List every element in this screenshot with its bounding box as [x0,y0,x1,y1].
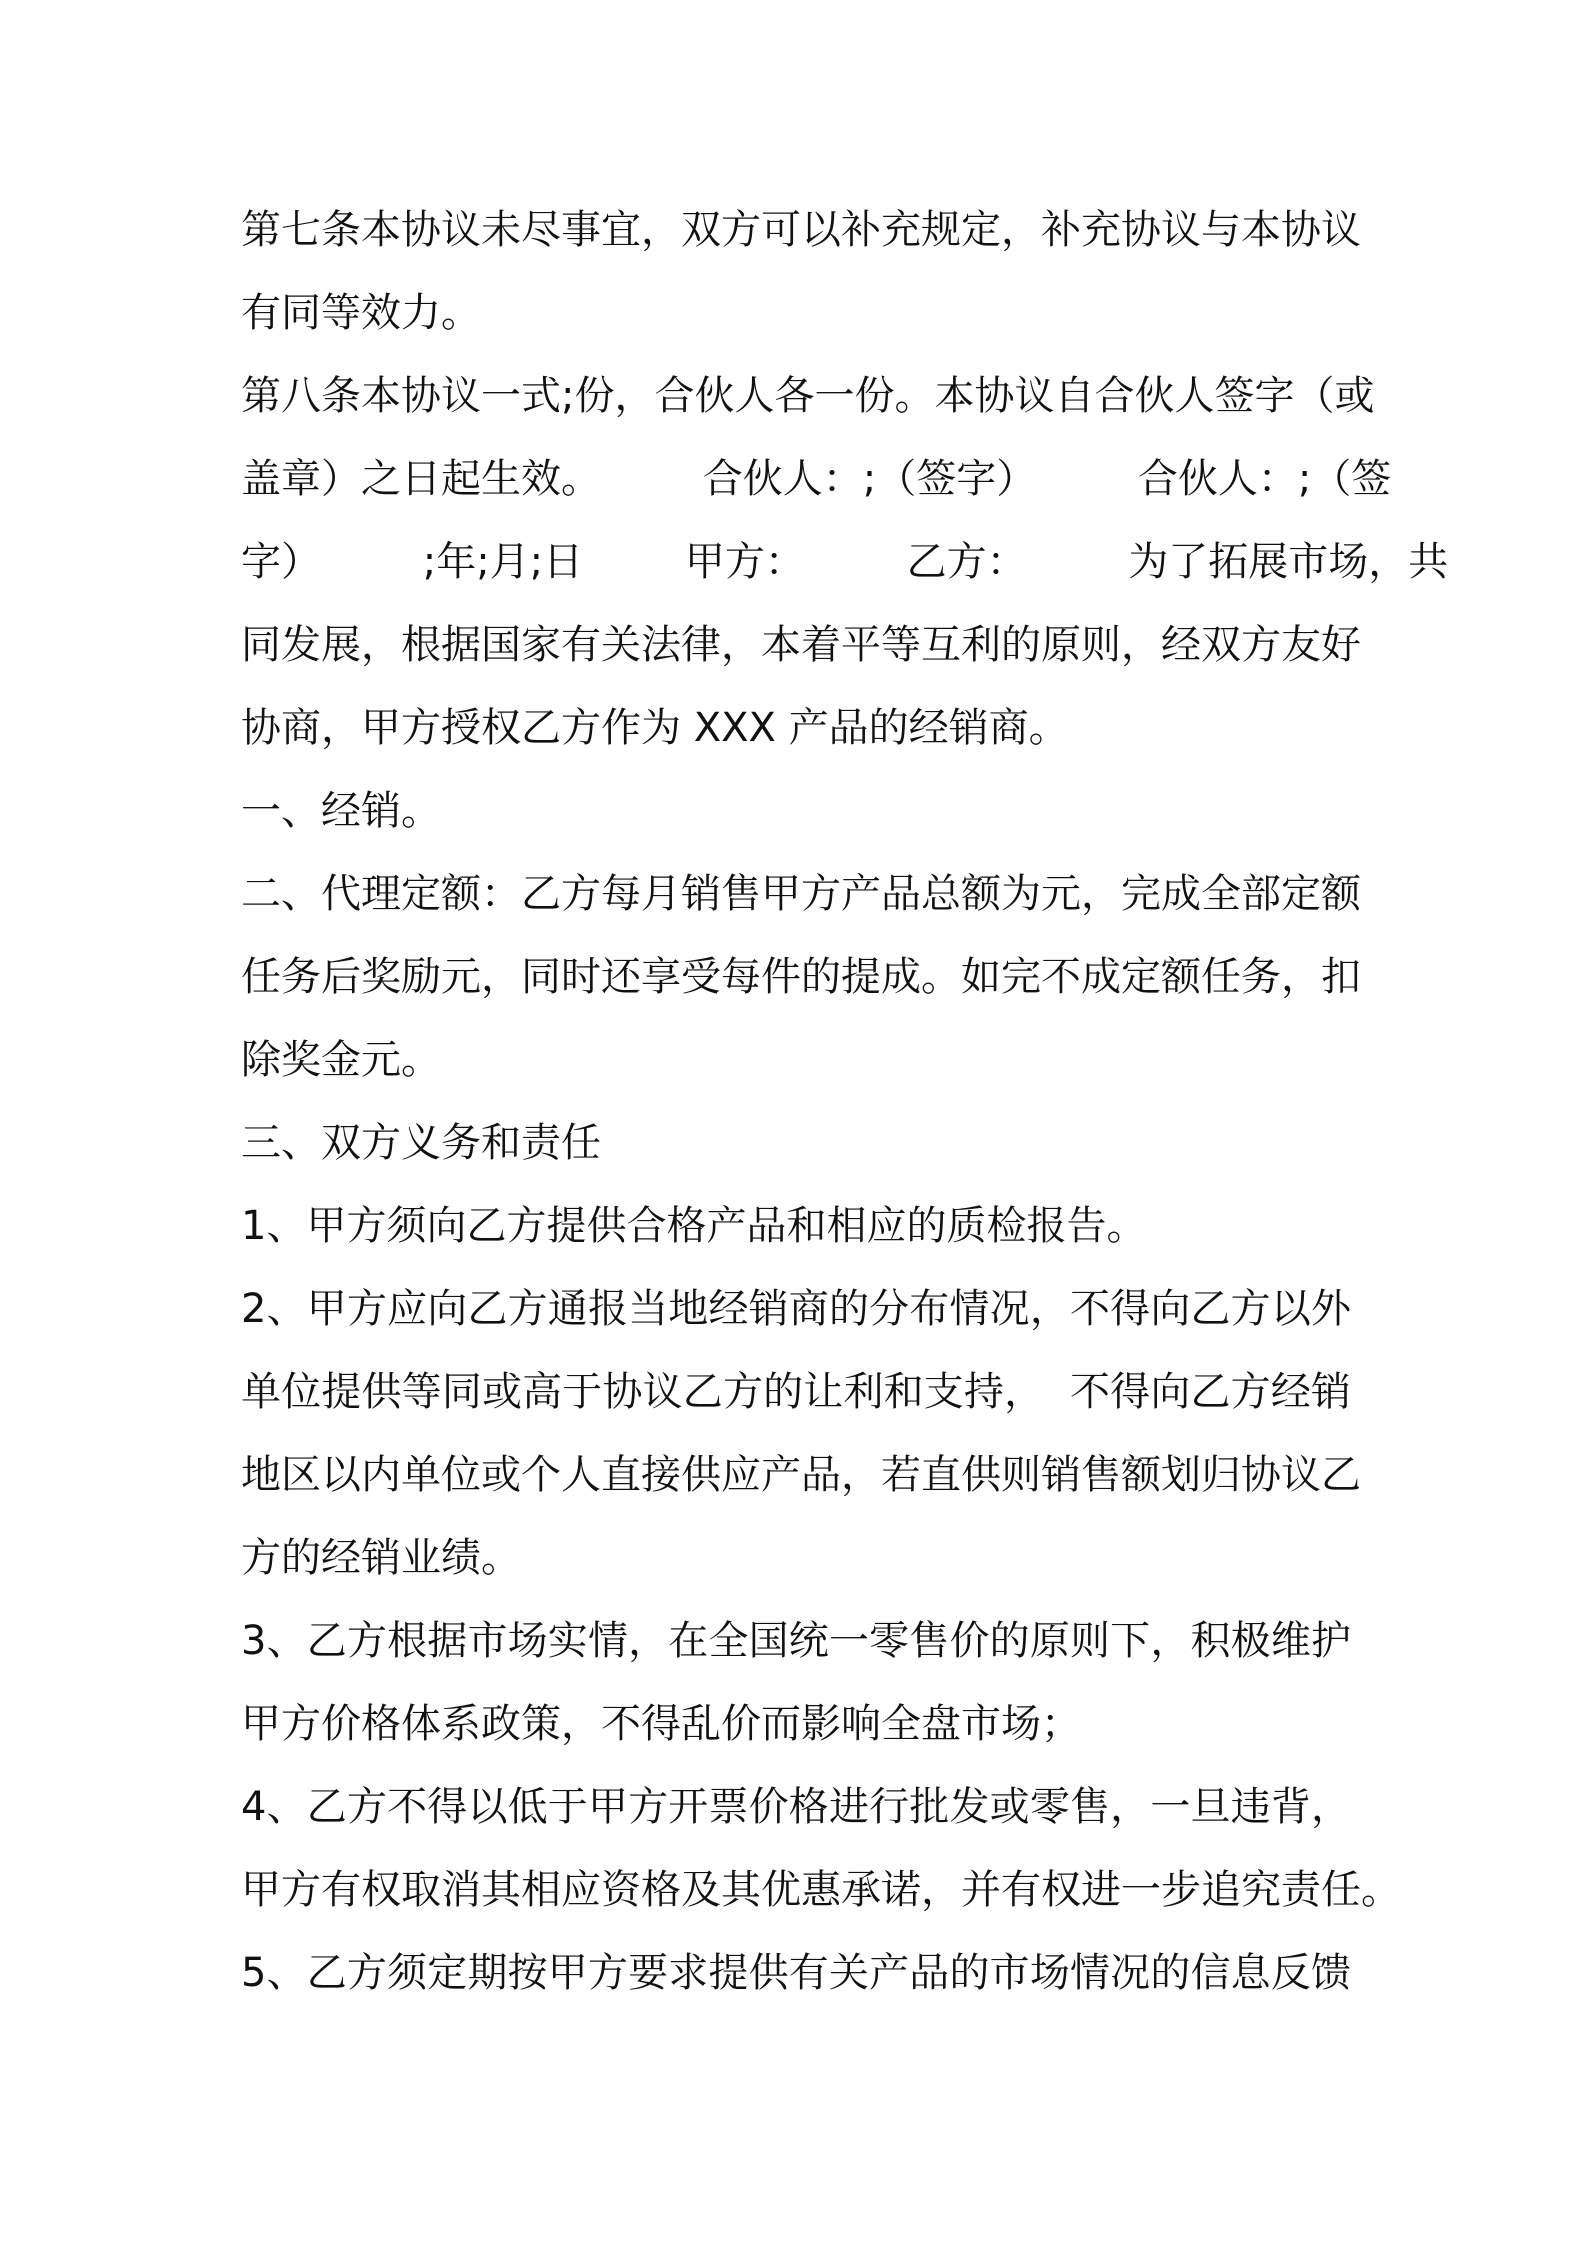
text-line: 4、乙方不得以低于甲方开票价格进行批发或零售，一旦违背， [241,1784,1351,1830]
text-line: 地区以内单位或个人直接供应产品，若直供则销售额划归协议乙 [241,1452,1361,1498]
text-line: 协商，甲方授权乙方作为 XXX 产品的经销商。 [241,705,1069,751]
text-line: 甲方价格体系政策，不得乱价而影响全盘市场； [241,1701,1081,1747]
text-line: 5、乙方须定期按甲方要求提供有关产品的市场情况的信息反馈 [241,1950,1351,1996]
text-line: 2、甲方应向乙方通报当地经销商的分布情况，不得向乙方以外 [241,1286,1351,1332]
text-line: 甲方有权取消其相应资格及其优惠承诺，并有权进一步追究责任。 [241,1867,1401,1913]
text-line: 同发展，根据国家有关法律，本着平等互利的原则，经双方友好 [241,622,1361,668]
text-line: 任务后奖励元，同时还享受每件的提成。如完不成定额任务，扣 [241,954,1361,1000]
text-line: 1、甲方须向乙方提供合格产品和相应的质检报告。 [241,1203,1147,1249]
text-line: 3、乙方根据市场实情，在全国统一零售价的原则下，积极维护 [241,1618,1351,1664]
text-line: 第七条本协议未尽事宜，双方可以补充规定，补充协议与本协议 [241,207,1361,253]
text-line: 盖章）之日起生效。 合伙人：;（签字） 合伙人：;（签 [241,456,1392,502]
text-line: 一、经销。 [241,788,441,834]
document-body [241,189,1449,2015]
text-line: 除奖金元。 [241,1037,441,1083]
text-line: 三、双方义务和责任 [241,1120,601,1166]
text-line: 单位提供等同或高于协议乙方的让利和支持， 不得向乙方经销 [241,1369,1351,1415]
text-line: 方的经销业绩。 [241,1535,521,1581]
text-line: 二、代理定额：乙方每月销售甲方产品总额为元，完成全部定额 [241,871,1361,917]
text-line: 第八条本协议一式;份，合伙人各一份。本协议自合伙人签字（或 [241,373,1375,419]
text-line: 有同等效力。 [241,290,481,336]
text-line: 字） ;年;月;日 甲方： 乙方： 为了拓展市场，共 [241,539,1449,585]
